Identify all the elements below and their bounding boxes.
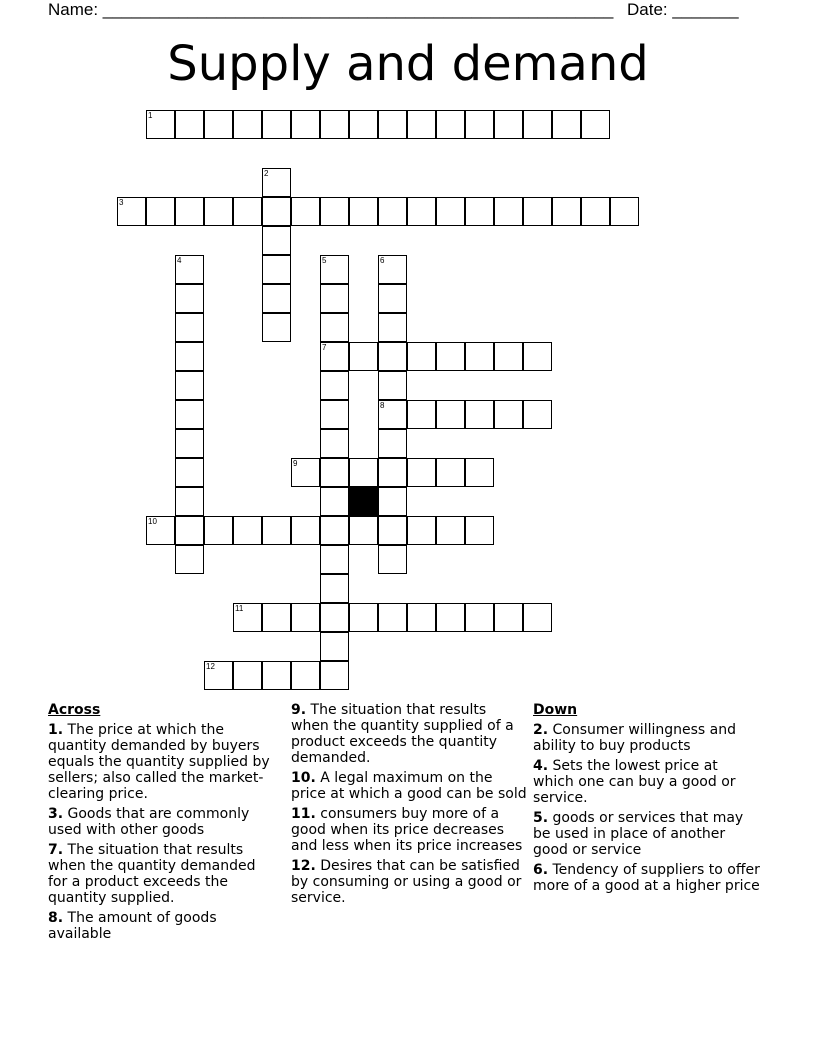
grid-cell[interactable]	[378, 284, 407, 313]
grid-cell[interactable]	[291, 603, 320, 632]
grid-cell[interactable]	[204, 661, 233, 690]
grid-cell[interactable]	[320, 400, 349, 429]
grid-cell[interactable]	[262, 226, 291, 255]
grid-cell[interactable]	[436, 516, 465, 545]
grid-cell[interactable]	[175, 458, 204, 487]
grid-cell[interactable]	[175, 371, 204, 400]
across-clues-column-continued	[291, 700, 527, 910]
grid-cell[interactable]	[378, 313, 407, 342]
cell-number: 1	[148, 111, 153, 120]
clue-text: Desires that can be satisfied by consuming or using a good or service.	[291, 858, 522, 906]
clue-number: 5.	[533, 810, 549, 826]
grid-cell[interactable]	[349, 458, 378, 487]
grid-cell[interactable]	[494, 342, 523, 371]
grid-cell[interactable]	[320, 342, 349, 371]
grid-cell[interactable]	[291, 197, 320, 226]
black-cell	[349, 487, 378, 516]
clue-number: 1.	[48, 722, 64, 738]
grid-cell[interactable]	[262, 168, 291, 197]
grid-cell[interactable]	[320, 574, 349, 603]
grid-cell[interactable]	[175, 545, 204, 574]
grid-cell[interactable]	[204, 516, 233, 545]
grid-cell[interactable]	[407, 342, 436, 371]
grid-cell[interactable]	[233, 110, 262, 139]
grid-cell[interactable]	[465, 458, 494, 487]
clue-down-4	[533, 758, 763, 806]
grid-cell[interactable]	[320, 487, 349, 516]
grid-cell[interactable]	[233, 603, 262, 632]
grid-cell[interactable]	[262, 255, 291, 284]
grid-cell[interactable]	[175, 313, 204, 342]
grid-cell[interactable]	[436, 458, 465, 487]
grid-cell[interactable]	[175, 487, 204, 516]
grid-cell[interactable]	[320, 284, 349, 313]
grid-cell[interactable]	[436, 603, 465, 632]
clue-text: The amount of goods available	[48, 910, 217, 942]
grid-cell[interactable]	[378, 603, 407, 632]
cell-number: 9	[293, 459, 298, 468]
grid-cell[interactable]	[320, 197, 349, 226]
grid-cell[interactable]	[146, 110, 175, 139]
clue-text: The price at which the quantity demanded by buyers equals the quantity supplied by sellers; also called the market-clearing price.	[48, 722, 270, 802]
grid-cell[interactable]	[465, 516, 494, 545]
across-heading: Across	[48, 702, 101, 718]
cell-number: 3	[119, 198, 124, 207]
clue-number: 11.	[291, 806, 316, 822]
grid-cell[interactable]	[378, 429, 407, 458]
grid-cell[interactable]	[175, 110, 204, 139]
grid-cell[interactable]	[320, 603, 349, 632]
cell-number: 2	[264, 169, 269, 178]
grid-cell[interactable]	[204, 110, 233, 139]
grid-cell[interactable]	[436, 342, 465, 371]
clue-text: A legal maximum on the price at which a good can be sold	[291, 770, 527, 802]
grid-cell[interactable]	[465, 400, 494, 429]
name-field: Name: ______________________________________________________	[48, 0, 614, 19]
cell-number: 11	[235, 604, 244, 613]
grid-cell[interactable]	[494, 110, 523, 139]
grid-cell[interactable]	[233, 661, 262, 690]
grid-cell[interactable]	[349, 197, 378, 226]
cell-number: 10	[148, 517, 157, 526]
clue-number: 4.	[533, 758, 549, 774]
cell-number: 4	[177, 256, 182, 265]
grid-cell[interactable]	[320, 516, 349, 545]
grid-cell[interactable]	[349, 516, 378, 545]
clue-down-6	[533, 862, 763, 894]
cell-number: 5	[322, 256, 327, 265]
clue-down-5	[533, 810, 763, 858]
grid-cell[interactable]	[436, 110, 465, 139]
grid-cell[interactable]	[465, 110, 494, 139]
grid-cell[interactable]	[291, 516, 320, 545]
cell-number: 7	[322, 343, 327, 352]
clue-across-12	[291, 858, 527, 906]
grid-cell[interactable]	[291, 110, 320, 139]
grid-cell[interactable]	[494, 197, 523, 226]
clue-number: 7.	[48, 842, 64, 858]
grid-cell[interactable]	[262, 284, 291, 313]
grid-cell[interactable]	[610, 197, 639, 226]
grid-cell[interactable]	[204, 197, 233, 226]
clue-number: 6.	[533, 862, 549, 878]
grid-cell[interactable]	[378, 110, 407, 139]
grid-cell[interactable]	[291, 661, 320, 690]
grid-cell[interactable]	[465, 197, 494, 226]
grid-cell[interactable]	[523, 400, 552, 429]
grid-cell[interactable]	[175, 284, 204, 313]
across-clues-column	[48, 700, 278, 946]
clue-text: Goods that are commonly used with other goods	[48, 806, 250, 838]
clue-number: 12.	[291, 858, 316, 874]
grid-cell[interactable]	[320, 255, 349, 284]
grid-cell[interactable]	[436, 400, 465, 429]
grid-cell[interactable]	[262, 661, 291, 690]
grid-cell[interactable]	[494, 400, 523, 429]
grid-cell[interactable]	[378, 371, 407, 400]
grid-cell[interactable]	[175, 197, 204, 226]
clue-text: The situation that results when the quantity demanded for a product exceeds the quantity supplied.	[48, 842, 256, 906]
clue-number: 9.	[291, 702, 307, 718]
grid-cell[interactable]	[378, 487, 407, 516]
clue-across-10	[291, 770, 527, 802]
clue-text: goods or services that may be used in place of another good or service	[533, 810, 744, 858]
grid-cell[interactable]	[465, 342, 494, 371]
grid-cell[interactable]	[378, 458, 407, 487]
page-title: Supply and demand	[167, 36, 649, 92]
grid-cell[interactable]	[378, 545, 407, 574]
grid-cell[interactable]	[378, 342, 407, 371]
cell-number: 12	[206, 662, 215, 671]
down-clues-column	[533, 700, 763, 898]
clue-text: The situation that results when the quantity supplied of a product exceeds the quantity demanded.	[291, 702, 514, 766]
cell-number: 8	[380, 401, 385, 410]
grid-cell[interactable]	[262, 516, 291, 545]
clue-number: 3.	[48, 806, 64, 822]
grid-cell[interactable]	[320, 458, 349, 487]
grid-cell[interactable]	[349, 342, 378, 371]
grid-cell[interactable]	[117, 197, 146, 226]
grid-cell[interactable]	[581, 110, 610, 139]
grid-cell[interactable]	[175, 255, 204, 284]
grid-cell[interactable]	[378, 197, 407, 226]
clue-text: Sets the lowest price at which one can buy a good or service.	[533, 758, 736, 806]
grid-cell[interactable]	[407, 110, 436, 139]
grid-cell[interactable]	[349, 603, 378, 632]
grid-cell[interactable]	[233, 516, 262, 545]
clue-number: 2.	[533, 722, 549, 738]
grid-cell[interactable]	[465, 603, 494, 632]
grid-cell[interactable]	[378, 400, 407, 429]
grid-cell[interactable]	[320, 661, 349, 690]
grid-cell[interactable]	[175, 400, 204, 429]
down-heading: Down	[533, 702, 578, 718]
grid-cell[interactable]	[262, 197, 291, 226]
grid-cell[interactable]	[320, 110, 349, 139]
grid-cell[interactable]	[407, 516, 436, 545]
grid-cell[interactable]	[523, 197, 552, 226]
grid-cell[interactable]	[407, 458, 436, 487]
grid-cell[interactable]	[262, 603, 291, 632]
grid-cell[interactable]	[436, 197, 465, 226]
grid-cell[interactable]	[320, 371, 349, 400]
clue-text: consumers buy more of a good when its price decreases and less when its price increases	[291, 806, 523, 854]
clue-text: Consumer willingness and ability to buy products	[533, 722, 736, 754]
grid-cell[interactable]	[523, 342, 552, 371]
grid-cell[interactable]	[175, 429, 204, 458]
grid-cell[interactable]	[320, 545, 349, 574]
grid-cell[interactable]	[523, 603, 552, 632]
grid-cell[interactable]	[320, 632, 349, 661]
grid-cell[interactable]	[262, 313, 291, 342]
grid-cell[interactable]	[146, 197, 175, 226]
clue-number: 8.	[48, 910, 64, 926]
grid-cell[interactable]	[262, 110, 291, 139]
grid-cell[interactable]	[581, 197, 610, 226]
clue-number: 10.	[291, 770, 316, 786]
grid-cell[interactable]	[320, 313, 349, 342]
clue-across-9	[291, 702, 527, 766]
clue-down-2	[533, 722, 763, 754]
grid-cell[interactable]	[175, 342, 204, 371]
clue-across-11	[291, 806, 527, 854]
clue-across-8	[48, 910, 278, 942]
grid-cell[interactable]	[378, 255, 407, 284]
grid-cell[interactable]	[378, 516, 407, 545]
grid-cell[interactable]	[146, 516, 175, 545]
grid-cell[interactable]	[291, 458, 320, 487]
grid-cell[interactable]	[320, 429, 349, 458]
grid-cell[interactable]	[349, 110, 378, 139]
clue-across-3	[48, 806, 278, 838]
grid-cell[interactable]	[523, 110, 552, 139]
clue-text: Tendency of suppliers to offer more of a good at a higher price	[533, 862, 760, 894]
grid-cell[interactable]	[552, 110, 581, 139]
clue-across-1	[48, 722, 278, 802]
clue-across-7	[48, 842, 278, 906]
cell-number: 6	[380, 256, 385, 265]
date-field: Date: _______	[627, 0, 739, 19]
grid-cell[interactable]	[233, 197, 262, 226]
grid-cell[interactable]	[552, 197, 581, 226]
grid-cell[interactable]	[494, 603, 523, 632]
grid-cell[interactable]	[407, 400, 436, 429]
grid-cell[interactable]	[175, 516, 204, 545]
grid-cell[interactable]	[407, 197, 436, 226]
grid-cell[interactable]	[407, 603, 436, 632]
